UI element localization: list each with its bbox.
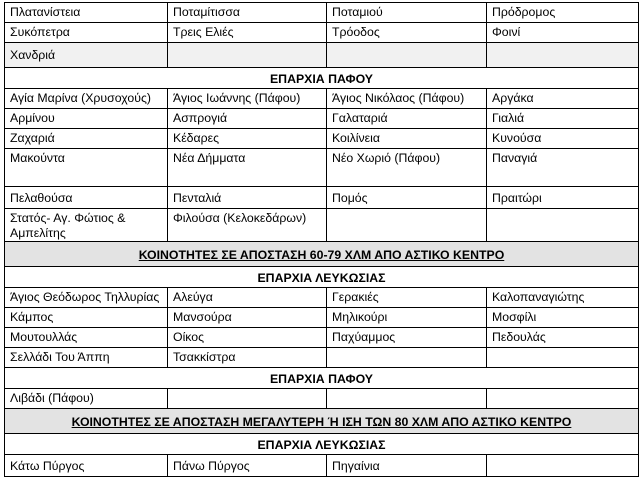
table-row [5,209,639,242]
table-cell: Ζαχαριά [5,129,168,149]
table-cell: Αρμίνου [5,109,168,129]
table-row [5,308,639,328]
table-cell: Τσακκίστρα [168,348,327,368]
table-cell: Πομός [327,187,487,209]
district-header-row [5,267,639,288]
table-cell: Άγιος Θεόδωρος Τηλλυρίας [5,288,168,308]
table-cell [327,348,487,368]
table-row [5,109,639,129]
section-header-row [5,242,639,267]
table-cell: Πενταλιά [168,187,327,209]
district-header-row [5,368,639,389]
table-row [5,149,639,187]
table-cell [487,455,639,477]
table-row [5,348,639,368]
table-cell: Παναγιά [487,149,639,187]
table-cell: Πηγαίνια [327,455,487,477]
table-cell: Αλεύγα [168,288,327,308]
table-cell: Ποταμίτισσα [168,3,327,23]
section-header-row [5,409,639,434]
table-cell: Πραιτώρι [487,187,639,209]
table-cell: Χανδριά [5,43,168,68]
table-cell [487,43,639,68]
section-header: ΚΟΙΝΟΤΗΤΕΣ ΣΕ ΑΠΟΣΤΑΣΗ ΜΕΓΑΛΥΤΕΡΗ Ή ΙΣΗ ΤΩΝ 80 ΧΛΜ ΑΠΟ ΑΣΤΙΚΟ ΚΕΝΤΡΟ [5,409,639,434]
table-cell: Πλατανίστεια [5,3,168,23]
table-cell [327,209,487,242]
table-cell: Κέδαρες [168,129,327,149]
district-header: ΕΠΑΡΧΙΑ ΠΑΦΟΥ [5,68,639,89]
table-cell: Πελαθούσα [5,187,168,209]
table-cell: Τρεις Ελιές [168,23,327,43]
table-cell: Οίκος [168,328,327,348]
table-cell: Άγιος Ιωάννης (Πάφου) [168,89,327,109]
table-row [5,389,639,409]
table-cell: Μανσούρα [168,308,327,328]
table-cell: Στατός- Αγ. Φώτιος & Αμπελίτης [5,209,168,242]
district-header-row [5,434,639,455]
table-cell: Καλοπαναγιώτης [487,288,639,308]
table-cell: Πάνω Πύργος [168,455,327,477]
table-row [5,3,639,23]
table-cell: Κάμπος [5,308,168,328]
table-cell: Αργάκα [487,89,639,109]
table-cell [168,43,327,68]
table-cell [327,43,487,68]
table-row [5,288,639,308]
table-cell: Πρόδρομος [487,3,639,23]
table-cell: Νέα Δήμματα [168,149,327,187]
table-cell: Μουτουλλάς [5,328,168,348]
table-row [5,89,639,109]
table-cell [327,389,487,409]
table-cell: Τρόοδος [327,23,487,43]
communities-table [4,2,639,477]
table-cell: Άγιος Νικόλαος (Πάφου) [327,89,487,109]
table-cell: Αγία Μαρίνα (Χρυσοχούς) [5,89,168,109]
table-cell [168,389,327,409]
table-row [5,129,639,149]
table-cell [487,389,639,409]
table-row [5,43,639,68]
table-cell: Γερακιές [327,288,487,308]
table-cell: Κυνούσα [487,129,639,149]
district-header-row [5,68,639,89]
table-row [5,23,639,43]
section-header: ΚΟΙΝΟΤΗΤΕΣ ΣΕ ΑΠΟΣΤΑΣΗ 60-79 ΧΛΜ ΑΠΟ ΑΣΤΙΚΟ ΚΕΝΤΡΟ [5,242,639,267]
table-cell [487,209,639,242]
table-cell: Κοιλίνεια [327,129,487,149]
table-cell: Πεδουλάς [487,328,639,348]
table-row [5,455,639,477]
table-cell: Φιλούσα (Κελοκεδάρων) [168,209,327,242]
table-cell: Συκόπετρα [5,23,168,43]
table-cell: Γιαλιά [487,109,639,129]
table-cell: Φοινί [487,23,639,43]
table-cell: Ασπρογιά [168,109,327,129]
table-cell: Σελλάδι Του Άππη [5,348,168,368]
table-cell [487,348,639,368]
table-cell: Μακούντα [5,149,168,187]
table-row [5,328,639,348]
table-cell: Κάτω Πύργος [5,455,168,477]
table-cell: Μηλικούρι [327,308,487,328]
table-cell: Μοσφίλι [487,308,639,328]
district-header: ΕΠΑΡΧΙΑ ΛΕΥΚΩΣΙΑΣ [5,267,639,288]
table-cell: Γαλαταριά [327,109,487,129]
district-header: ΕΠΑΡΧΙΑ ΛΕΥΚΩΣΙΑΣ [5,434,639,455]
district-header: ΕΠΑΡΧΙΑ ΠΑΦΟΥ [5,368,639,389]
table-cell: Ποταμιού [327,3,487,23]
table-cell: Παχύαμμος [327,328,487,348]
table-cell: Νέο Χωριό (Πάφου) [327,149,487,187]
table-cell: Λιβάδι (Πάφου) [5,389,168,409]
table-row [5,187,639,209]
